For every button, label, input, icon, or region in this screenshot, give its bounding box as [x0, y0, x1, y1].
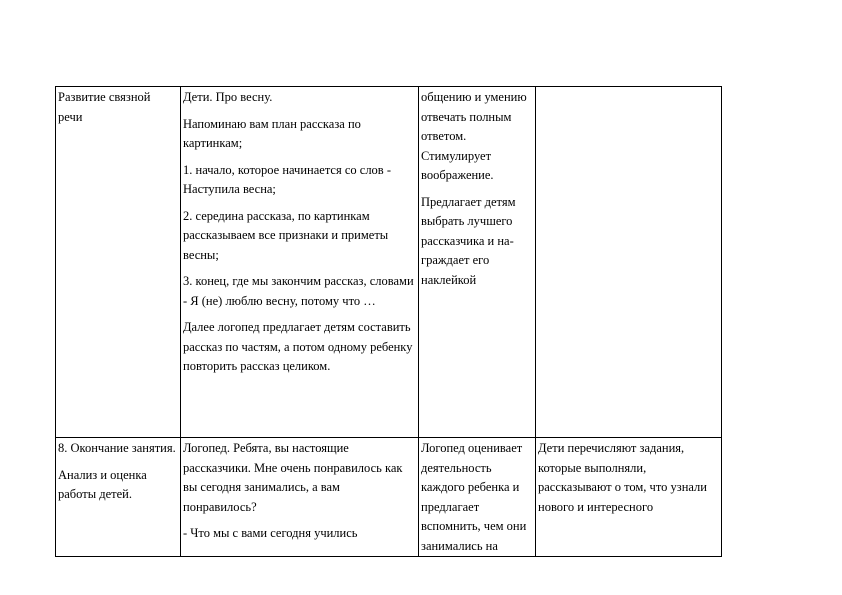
cell-text: Напоминаю вам план рассказа по картинкам;	[183, 116, 361, 150]
cell-text: Далее логопед предлагает детям составить рассказ по частям, а потом одному ребенку повторить рассказ целиком.	[183, 320, 413, 373]
cell-text: Анализ и оценка работы детей.	[58, 467, 147, 501]
cell-text: 1. начало, которое начинается со слов - Наступила весна;	[183, 162, 392, 196]
cell-text: Дети. Про весну.	[183, 90, 273, 104]
children-cell	[536, 87, 722, 438]
methods-cell	[419, 87, 536, 438]
stage-cell	[56, 87, 181, 438]
cell-text: Дети перечисляют задания, которые выполняли, рассказывают о том, что узнали нового и интересного	[538, 441, 707, 514]
table-row	[56, 87, 722, 438]
cell-text: 8. Окончание занятия.	[58, 441, 176, 455]
table-row	[56, 438, 722, 557]
methods-cell	[419, 438, 536, 557]
children-cell	[536, 438, 722, 557]
cell-text: - Что мы с вами сегодня учились	[183, 526, 358, 540]
cell-text: общению и умению отвечать полным ответом. Стимулирует воображение.	[421, 90, 527, 182]
cell-text: Развитие связной речи	[58, 90, 151, 124]
cell-text: 3. конец, где мы закончим рассказ, словами - Я (не) люблю весну, потому что …	[183, 274, 414, 308]
cell-text: Логопед. Ребята, вы настоящие рассказчики. Мне очень понравилось как вы сегодня занимались, а вам понравилось?	[183, 441, 403, 514]
cell-text: Логопед оценивает деятельность каждого ребенка и предлагает вспомнить, чем они занимались на	[421, 441, 527, 553]
cell-text: Предлагает детям выбрать лучшего рассказчика и на-граждает его наклейкой	[421, 194, 516, 287]
stage-cell	[56, 438, 181, 557]
lesson-plan-table	[55, 86, 722, 557]
speech-therapist-cell	[181, 438, 419, 557]
speech-therapist-cell	[181, 87, 419, 438]
cell-text: 2. середина рассказа, по картинкам рассказываем все признаки и приметы весны;	[183, 208, 389, 262]
